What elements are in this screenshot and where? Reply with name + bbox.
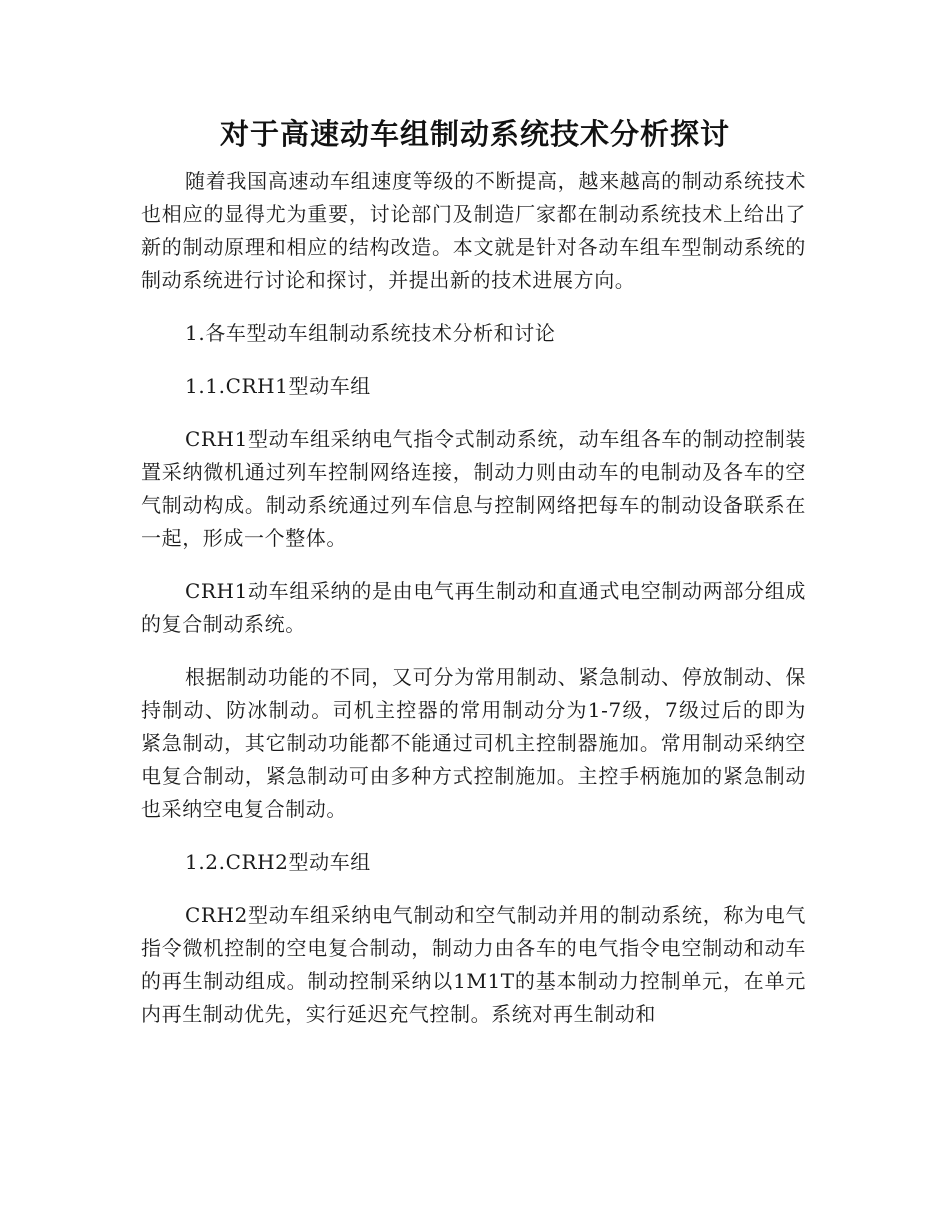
subsection-heading-1-2: 1.2.CRH2型动车组 xyxy=(185,850,371,874)
section-heading-1: 1.各车型动车组制动系统技术分析和讨论 xyxy=(185,321,556,345)
intro-paragraph: 随着我国高速动车组速度等级的不断提高，越来越高的制动系统技术也相应的显得尤为重要，讨论部门及制造厂家都在制动系统技术上给出了新的制动原理和相应的结构改造。本文就是针对各动车组车型制动系统的制动系统进行讨论和探讨，并提出新的技术进展方向。 xyxy=(141,169,806,292)
subsection-heading-1-1: 1.1.CRH1型动车组 xyxy=(185,374,371,398)
crh2-paragraph-1: CRH2型动车组采纳电气制动和空气制动并用的制动系统，称为电气指令微机控制的空电复合制动，制动力由各车的电气指令电空制动和动车的再生制动组成。制动控制采纳以1M1T的基本制动力控制单元，在单元内再生制动优先，实行延迟充气控制。系统对再生制动和 xyxy=(141,903,806,1026)
crh1-paragraph-2: CRH1动车组采纳的是由电气再生制动和直通式电空制动两部分组成的复合制动系统。 xyxy=(141,579,806,636)
crh1-paragraph-3: 根据制动功能的不同，又可分为常用制动、紧急制动、停放制动、保持制动、防冰制动。司机主控器的常用制动分为1-7级，7级过后的即为紧急制动，其它制动功能都不能通过司机主控制器施加。常用制动采纳空电复合制动，紧急制动可由多种方式控制施加。主控手柄施加的紧急制动也采纳空电复合制动。 xyxy=(141,665,806,821)
document-body xyxy=(141,165,806,1051)
document-title: 对于高速动车组制动系统技术分析探讨 xyxy=(219,117,730,151)
crh1-paragraph-1: CRH1型动车组采纳电气指令式制动系统，动车组各车的制动控制装置采纳微机通过列车控制网络连接，制动力则由动车的电制动及各车的空气制动构成。制动系统通过列车信息与控制网络把每车的制动设备联系在一起，形成一个整体。 xyxy=(141,427,806,550)
